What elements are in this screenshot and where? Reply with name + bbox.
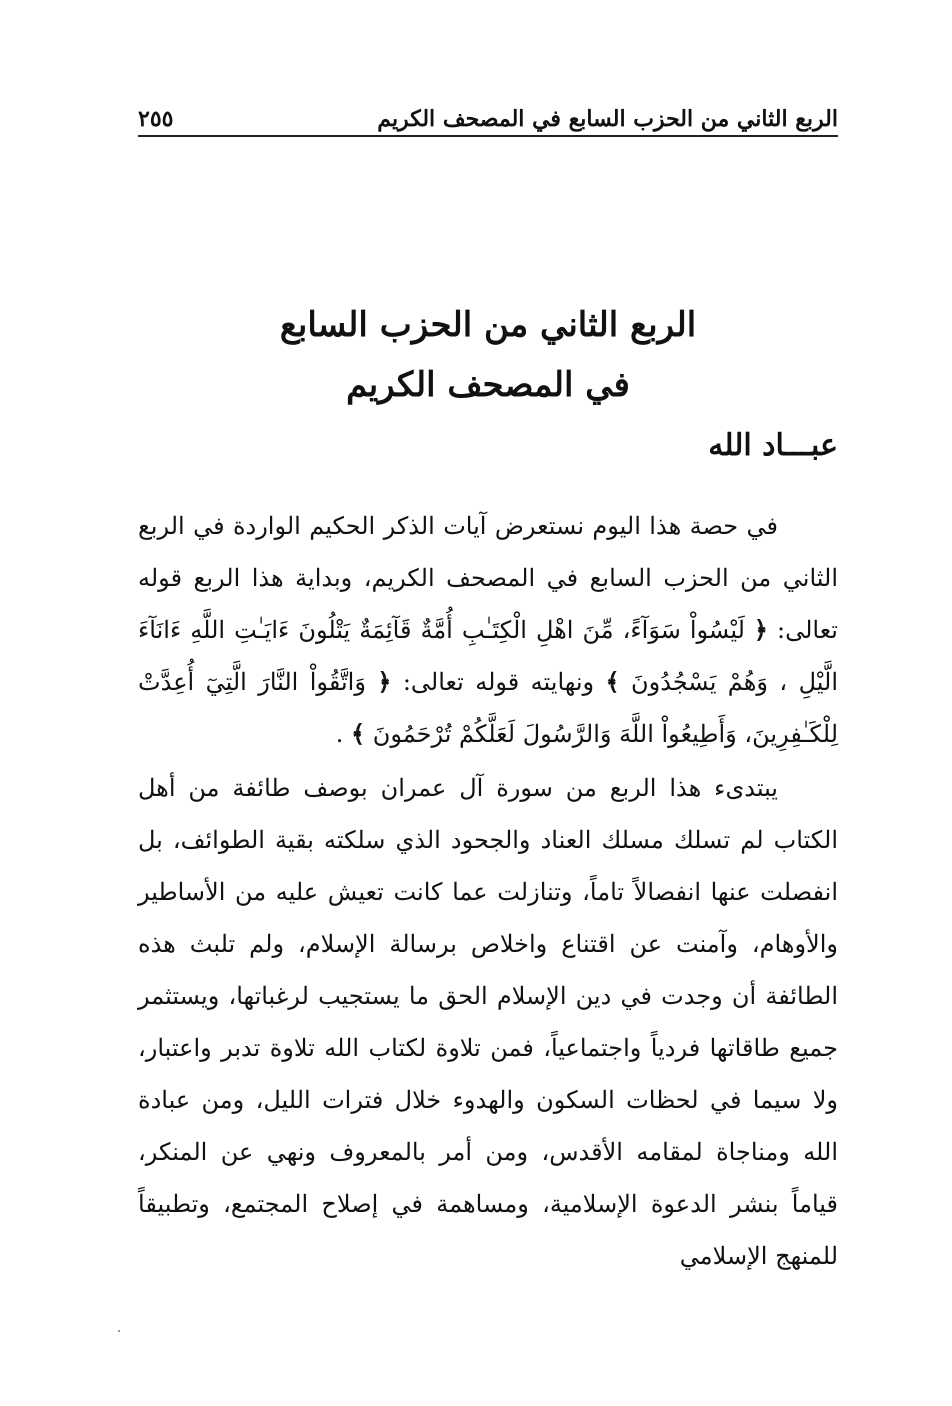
quran-bracket-close-2: ﴾	[351, 719, 366, 748]
running-header	[138, 98, 838, 132]
page-number: ٢٥٥	[138, 106, 174, 132]
quran-bracket-open-2: ﴿	[377, 667, 392, 696]
paragraph-1-intro: في حصة هذا اليوم نستعرض آيات الذكر الحكيم الواردة في الربع الثاني من الحزب السابع في المصحف الكريم، وبداية هذا الربع قوله تعالى:	[138, 512, 838, 644]
quran-verse-1: لَيْسُواْ سَوَآءً، مِّنَ اهْلِ الْكِتَـٰبِ أُمَّةٌ قَآئِمَةٌ يَتْلُونَ ءَايَـٰتِ اللَّهِ ءَانَآءَ الَّيْلِ ، وَهُمْ يَسْجُدُونَ	[138, 616, 838, 696]
header-divider	[138, 135, 838, 137]
running-header-title: الربع الثاني من الحزب السابع في المصحف الكريم	[377, 106, 838, 132]
quran-bracket-close: ﴾	[605, 667, 620, 696]
paragraph-1	[138, 500, 838, 760]
quran-verse-2: وَاتَّقُواْ النَّارَ الَّتِيٓ أُعِدَّتْ لِلْكَـٰفِرِينَ، وَأَطِيعُواْ اللَّهَ وَالرَّسُولَ لَعَلَّكُمْ تُرْحَمُونَ	[138, 668, 838, 748]
chapter-title-line-2: في المصحف الكريم	[346, 365, 630, 405]
body-text	[138, 500, 838, 1282]
paragraph-1-middle: ونهايته قوله تعالى:	[402, 668, 595, 696]
section-heading: عبـــاد الله	[708, 428, 838, 463]
scan-speck	[118, 1330, 120, 1332]
chapter-title-line-1: الربع الثاني من الحزب السابع	[279, 305, 697, 345]
quran-bracket-open: ﴿	[753, 615, 768, 644]
paragraph-1-end: .	[335, 720, 344, 748]
chapter-title	[138, 295, 838, 415]
paragraph-2: يبتدىء هذا الربع من سورة آل عمران بوصف طائفة من أهل الكتاب لم تسلك مسلك العناد والجحود الذي سلكته بقية الطوائف، بل انفصلت عنها انفصالاً تاماً، وتنازلت عما كانت تعيش عليه من الأساطير والأوهام، وآمنت عن اقتناع واخلاص برسالة الإسلام، ولم تلبث هذه الطائفة أن وجدت في دين الإسلام الحق ما يستجيب لرغباتها، ويستثمر جميع طاقاتها فردياً واجتماعياً، فمن تلاوة لكتاب الله تلاوة تدبر واعتبار، ولا سيما في لحظات السكون والهدوء خلال فترات الليل، ومن عبادة الله ومناجاة لمقامه الأقدس، ومن أمر بالمعروف ونهي عن المنكر، قياماً بنشر الدعوة الإسلامية، ومساهمة في إصلاح المجتمع، وتطبيقاً للمنهج الإسلامي	[138, 774, 838, 1270]
